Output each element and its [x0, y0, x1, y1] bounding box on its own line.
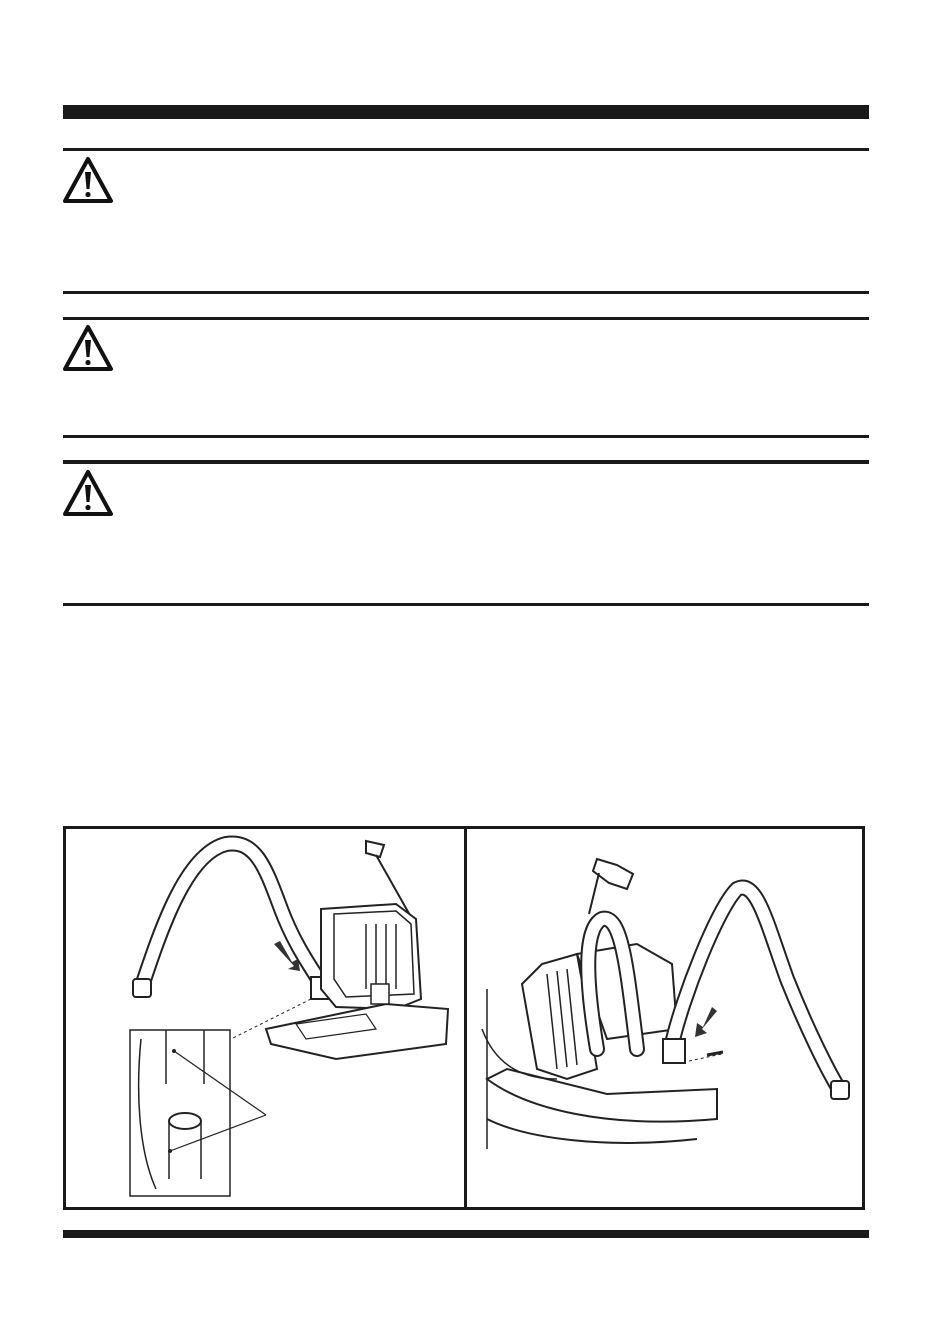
warning-3-bottom-rule: [63, 603, 869, 606]
warning-2-top-rule: [63, 317, 869, 320]
warning-triangle-icon: [62, 469, 114, 517]
figure-handle-insert-left: [66, 829, 464, 1207]
warning-1-top-rule: [63, 148, 869, 151]
figure-handle-insert-right: [467, 829, 865, 1207]
footer-bar: [63, 1230, 869, 1238]
warning-2-bottom-rule: [63, 435, 869, 438]
handle-insert-left-illustration: [66, 829, 464, 1207]
warning-1-bottom-rule: [63, 291, 869, 294]
handle-insert-right-illustration: [467, 829, 865, 1207]
warning-triangle-icon: [62, 156, 114, 204]
warning-3-top-rule: [63, 460, 869, 464]
warning-triangle-icon: [62, 324, 114, 372]
header-bar: [63, 105, 869, 119]
